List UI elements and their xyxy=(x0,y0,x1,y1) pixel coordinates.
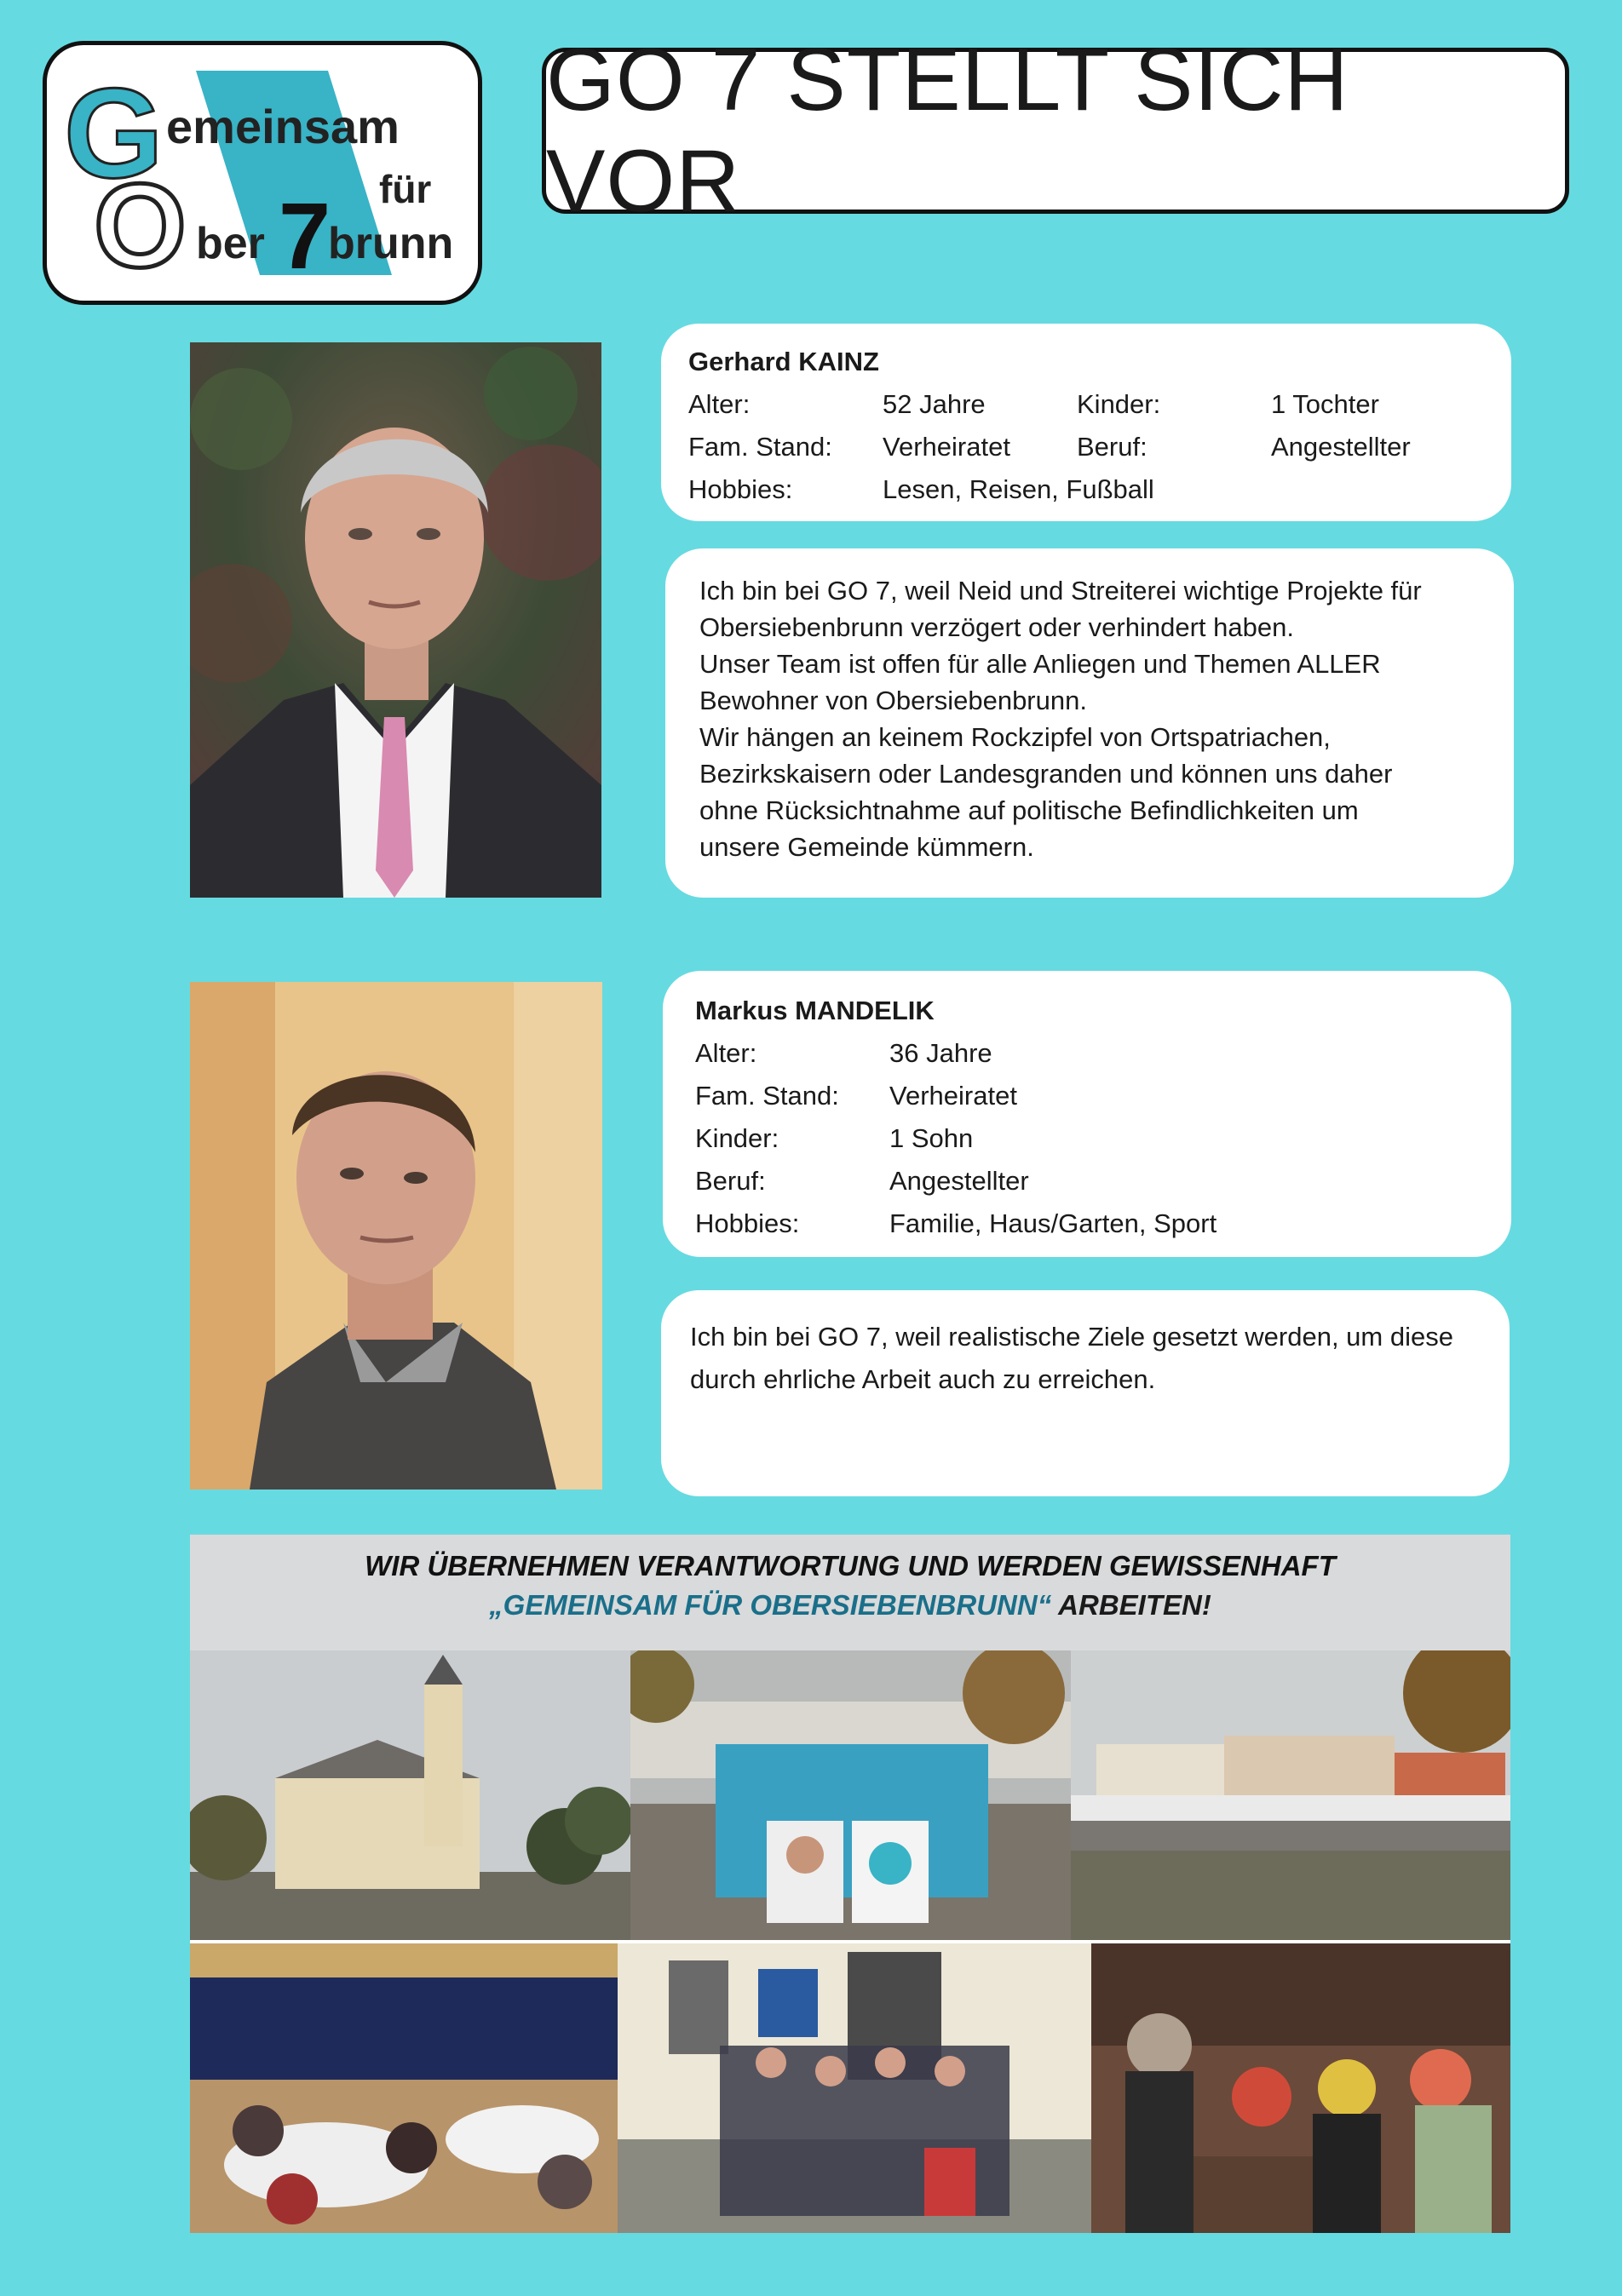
person-name: Gerhard KAINZ xyxy=(688,347,879,376)
info-label: Fam. Stand: xyxy=(695,1081,839,1111)
logo-letter-g: G xyxy=(64,61,164,204)
info-label: Alter: xyxy=(695,1038,757,1068)
logo xyxy=(43,41,482,305)
info-row xyxy=(688,468,1484,511)
info-row xyxy=(688,383,1484,426)
portrait-markus-mandelik xyxy=(190,982,602,1490)
statement-card-markus-mandelik xyxy=(661,1290,1510,1496)
info-row xyxy=(695,1032,1479,1075)
logo-line1: emeinsam xyxy=(166,100,400,153)
logo-graphic xyxy=(47,45,478,301)
photo-collage xyxy=(190,1535,1510,2233)
statement-line: Wir hängen an keinem Rockzipfel von Ortspatriachen, xyxy=(699,722,1331,752)
logo-seven: 7 xyxy=(279,184,331,289)
person-name: Markus MANDELIK xyxy=(695,996,935,1025)
info-label: Kinder: xyxy=(695,1123,779,1153)
info-value: Verheiratet xyxy=(883,432,1010,462)
info-row xyxy=(695,1117,1479,1160)
statement-line: durch ehrliche Arbeit auch zu erreichen. xyxy=(690,1364,1156,1394)
statement-line: Bezirkskaisern oder Landesgranden und können uns daher xyxy=(699,759,1393,789)
info-value: 52 Jahre xyxy=(883,389,986,419)
photo-hall-event xyxy=(190,1943,618,2233)
portrait-gerhard-kainz xyxy=(190,342,601,898)
info-row xyxy=(695,1203,1479,1245)
photo-church xyxy=(190,1650,630,1940)
logo-line3-c: brunn xyxy=(328,219,454,268)
collage-banner xyxy=(190,1535,1510,1650)
info-label: Beruf: xyxy=(695,1166,766,1196)
page-title: GO 7 STELLT SICH VOR xyxy=(546,30,1349,231)
banner-line2-rest: ARBEITEN! xyxy=(1051,1589,1211,1621)
info-value: 1 Tochter xyxy=(1271,389,1379,419)
info-value: 1 Sohn xyxy=(889,1123,974,1153)
info-value: Lesen, Reisen, Fußball xyxy=(883,474,1154,504)
info-row xyxy=(695,1160,1479,1203)
info-row xyxy=(688,426,1484,468)
info-value: Verheiratet xyxy=(889,1081,1017,1111)
logo-line2: für xyxy=(379,167,432,211)
statement-line: ohne Rücksichtnahme auf politische Befindlichkeiten um xyxy=(699,795,1359,825)
info-label: Fam. Stand: xyxy=(688,432,832,462)
photo-team-group xyxy=(630,1650,1071,1940)
statement-line: Ich bin bei GO 7, weil Neid und Streiterei wichtige Projekte für xyxy=(699,576,1422,606)
photo-meeting xyxy=(1091,1943,1510,2233)
statement-line: Obersiebenbrunn verzögert oder verhindert haben. xyxy=(699,612,1294,642)
title-box xyxy=(542,30,1569,231)
statement-card-gerhard-kainz xyxy=(665,548,1514,898)
banner-line1: WIR ÜBERNEHMEN VERANTWORTUNG UND WERDEN GEWISSENHAFT xyxy=(365,1550,1336,1581)
photo-town-hall-group xyxy=(618,1943,1091,2233)
banner-slogan: „GEMEINSAM FÜR OBERSIEBENBRUNN“ xyxy=(489,1589,1052,1621)
info-value: Familie, Haus/Garten, Sport xyxy=(889,1208,1217,1238)
info-value: Angestellter xyxy=(889,1166,1029,1196)
info-label: Hobbies: xyxy=(695,1208,800,1238)
info-value: 36 Jahre xyxy=(889,1038,992,1068)
photo-market xyxy=(1071,1650,1510,1940)
logo-line3-a: ber xyxy=(196,219,265,268)
statement-line: Bewohner von Obersiebenbrunn. xyxy=(699,686,1087,715)
info-label: Beruf: xyxy=(1077,432,1147,462)
info-label: Hobbies: xyxy=(688,474,793,504)
info-card-markus-mandelik xyxy=(663,971,1511,1257)
info-value: Angestellter xyxy=(1271,432,1411,462)
statement-line: unsere Gemeinde kümmern. xyxy=(699,832,1034,862)
info-row xyxy=(695,1075,1479,1117)
info-label: Kinder: xyxy=(1077,389,1161,419)
info-card-gerhard-kainz xyxy=(661,324,1511,521)
statement-line: Ich bin bei GO 7, weil realistische Ziele gesetzt werden, um diese xyxy=(690,1322,1453,1352)
statement-line: Unser Team ist offen für alle Anliegen und Themen ALLER xyxy=(699,649,1381,679)
logo-letter-o: O xyxy=(94,158,187,292)
info-label: Alter: xyxy=(688,389,751,419)
banner-line2 xyxy=(190,1589,1510,1622)
